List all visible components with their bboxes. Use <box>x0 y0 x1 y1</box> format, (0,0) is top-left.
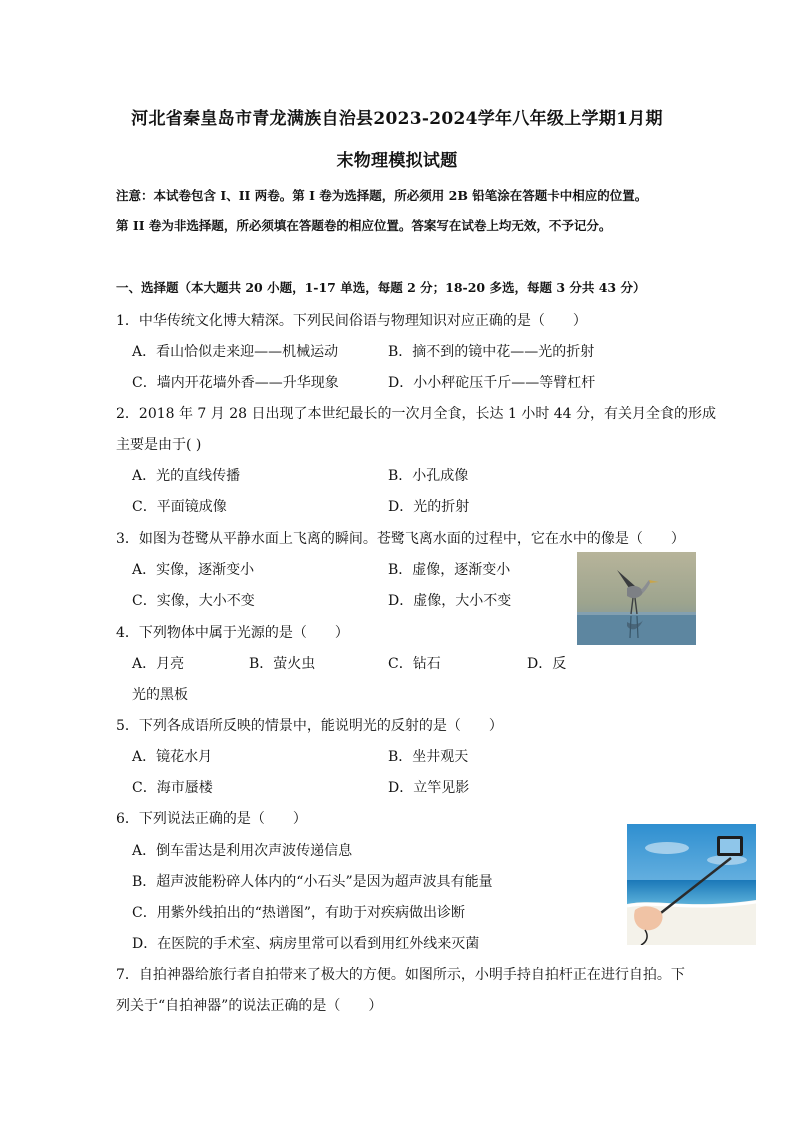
q6-option-a: A．倒车雷达是利用次声波传递信息 <box>132 843 353 859</box>
q4-option-b: B．萤火虫 <box>249 656 316 672</box>
q2-option-a: A．光的直线传播 <box>132 468 241 484</box>
question-5-stem: 5．下列各成语所反映的情景中，能说明光的反射的是（ ） <box>116 718 503 734</box>
section-heading: 一、选择题（本大题共 20 小题，1-17 单选，每题 2 分；18-20 多选，每题 3 分共 43 分） <box>116 280 646 295</box>
question-2-stem-line1: 2．2018 年 7 月 28 日出现了本世纪最长的一次月全食，长达 1 小时 44 分，有关月全食的形成 <box>116 406 717 422</box>
question-4-stem: 4．下列物体中属于光源的是（ ） <box>116 625 349 641</box>
q5-option-c: C．海市蜃楼 <box>132 780 213 796</box>
question-7-stem-line1: 7．自拍神器给旅行者自拍带来了极大的方便。如图所示，小明手持自拍杆正在进行自拍。下 <box>116 967 685 983</box>
q6-option-b: B．超声波能粉碎人体内的“小石头”是因为超声波具有能量 <box>132 874 493 890</box>
q4-option-a: A．月亮 <box>132 656 185 672</box>
q5-option-b: B．坐井观天 <box>388 749 469 765</box>
q2-option-d: D．光的折射 <box>388 499 470 515</box>
q4-option-d-continuation: 光的黑板 <box>132 687 188 703</box>
question-7-stem-line2: 列关于“自拍神器”的说法正确的是（ ） <box>116 998 383 1014</box>
q2-option-b: B．小孔成像 <box>388 468 469 484</box>
q1-option-a: A．看山恰似走来迎——机械运动 <box>132 344 339 360</box>
question-6-stem: 6．下列说法正确的是（ ） <box>116 811 307 827</box>
q2-option-c: C．平面镜成像 <box>132 499 227 515</box>
q1-option-d: D．小小秤砣压千斤——等臂杠杆 <box>388 375 596 391</box>
q5-option-a: A．镜花水月 <box>132 749 213 765</box>
q5-option-d: D．立竿见影 <box>388 780 470 796</box>
q3-option-c: C．实像，大小不变 <box>132 593 255 609</box>
notice-line2: 第 II 卷为非选择题，所必须填在答题卷的相应位置。答案写在试卷上均无效，不予记分。 <box>116 218 612 233</box>
q4-option-d: D．反 <box>527 656 567 672</box>
q3-option-a: A．实像，逐渐变小 <box>132 562 255 578</box>
question-1-stem: 1．中华传统文化博大精深。下列民间俗语与物理知识对应正确的是（ ） <box>116 313 587 329</box>
q3-option-b: B．虚像，逐渐变小 <box>388 562 511 578</box>
q1-option-b: B．摘不到的镜中花——光的折射 <box>388 344 595 360</box>
selfie-stick-photo <box>627 824 756 945</box>
question-2-stem-line2: 主要是由于( ) <box>116 437 202 453</box>
notice-line1: 注意：本试卷包含 I、II 两卷。第 I 卷为选择题，所必须用 2B 铅笔涂在答题卡中相应的位置。 <box>116 188 648 203</box>
q3-option-d: D．虚像，大小不变 <box>388 593 512 609</box>
page-title-line2: 末物理模拟试题 <box>336 151 458 171</box>
q6-option-d: D．在医院的手术室、病房里常可以看到用红外线来灭菌 <box>132 936 480 952</box>
q4-option-c: C．钻石 <box>388 656 441 672</box>
q6-option-c: C．用紫外线拍出的“热谱图”，有助于对疾病做出诊断 <box>132 905 466 921</box>
question-3-stem: 3．如图为苍鹭从平静水面上飞离的瞬间。苍鹭飞离水面的过程中，它在水中的像是（ ） <box>116 531 685 547</box>
heron-photo <box>577 552 696 645</box>
q1-option-c: C．墙内开花墙外香——升华现象 <box>132 375 339 391</box>
page-title-line1: 河北省秦皇岛市青龙满族自治县2023-2024学年八年级上学期1月期 <box>131 109 663 129</box>
